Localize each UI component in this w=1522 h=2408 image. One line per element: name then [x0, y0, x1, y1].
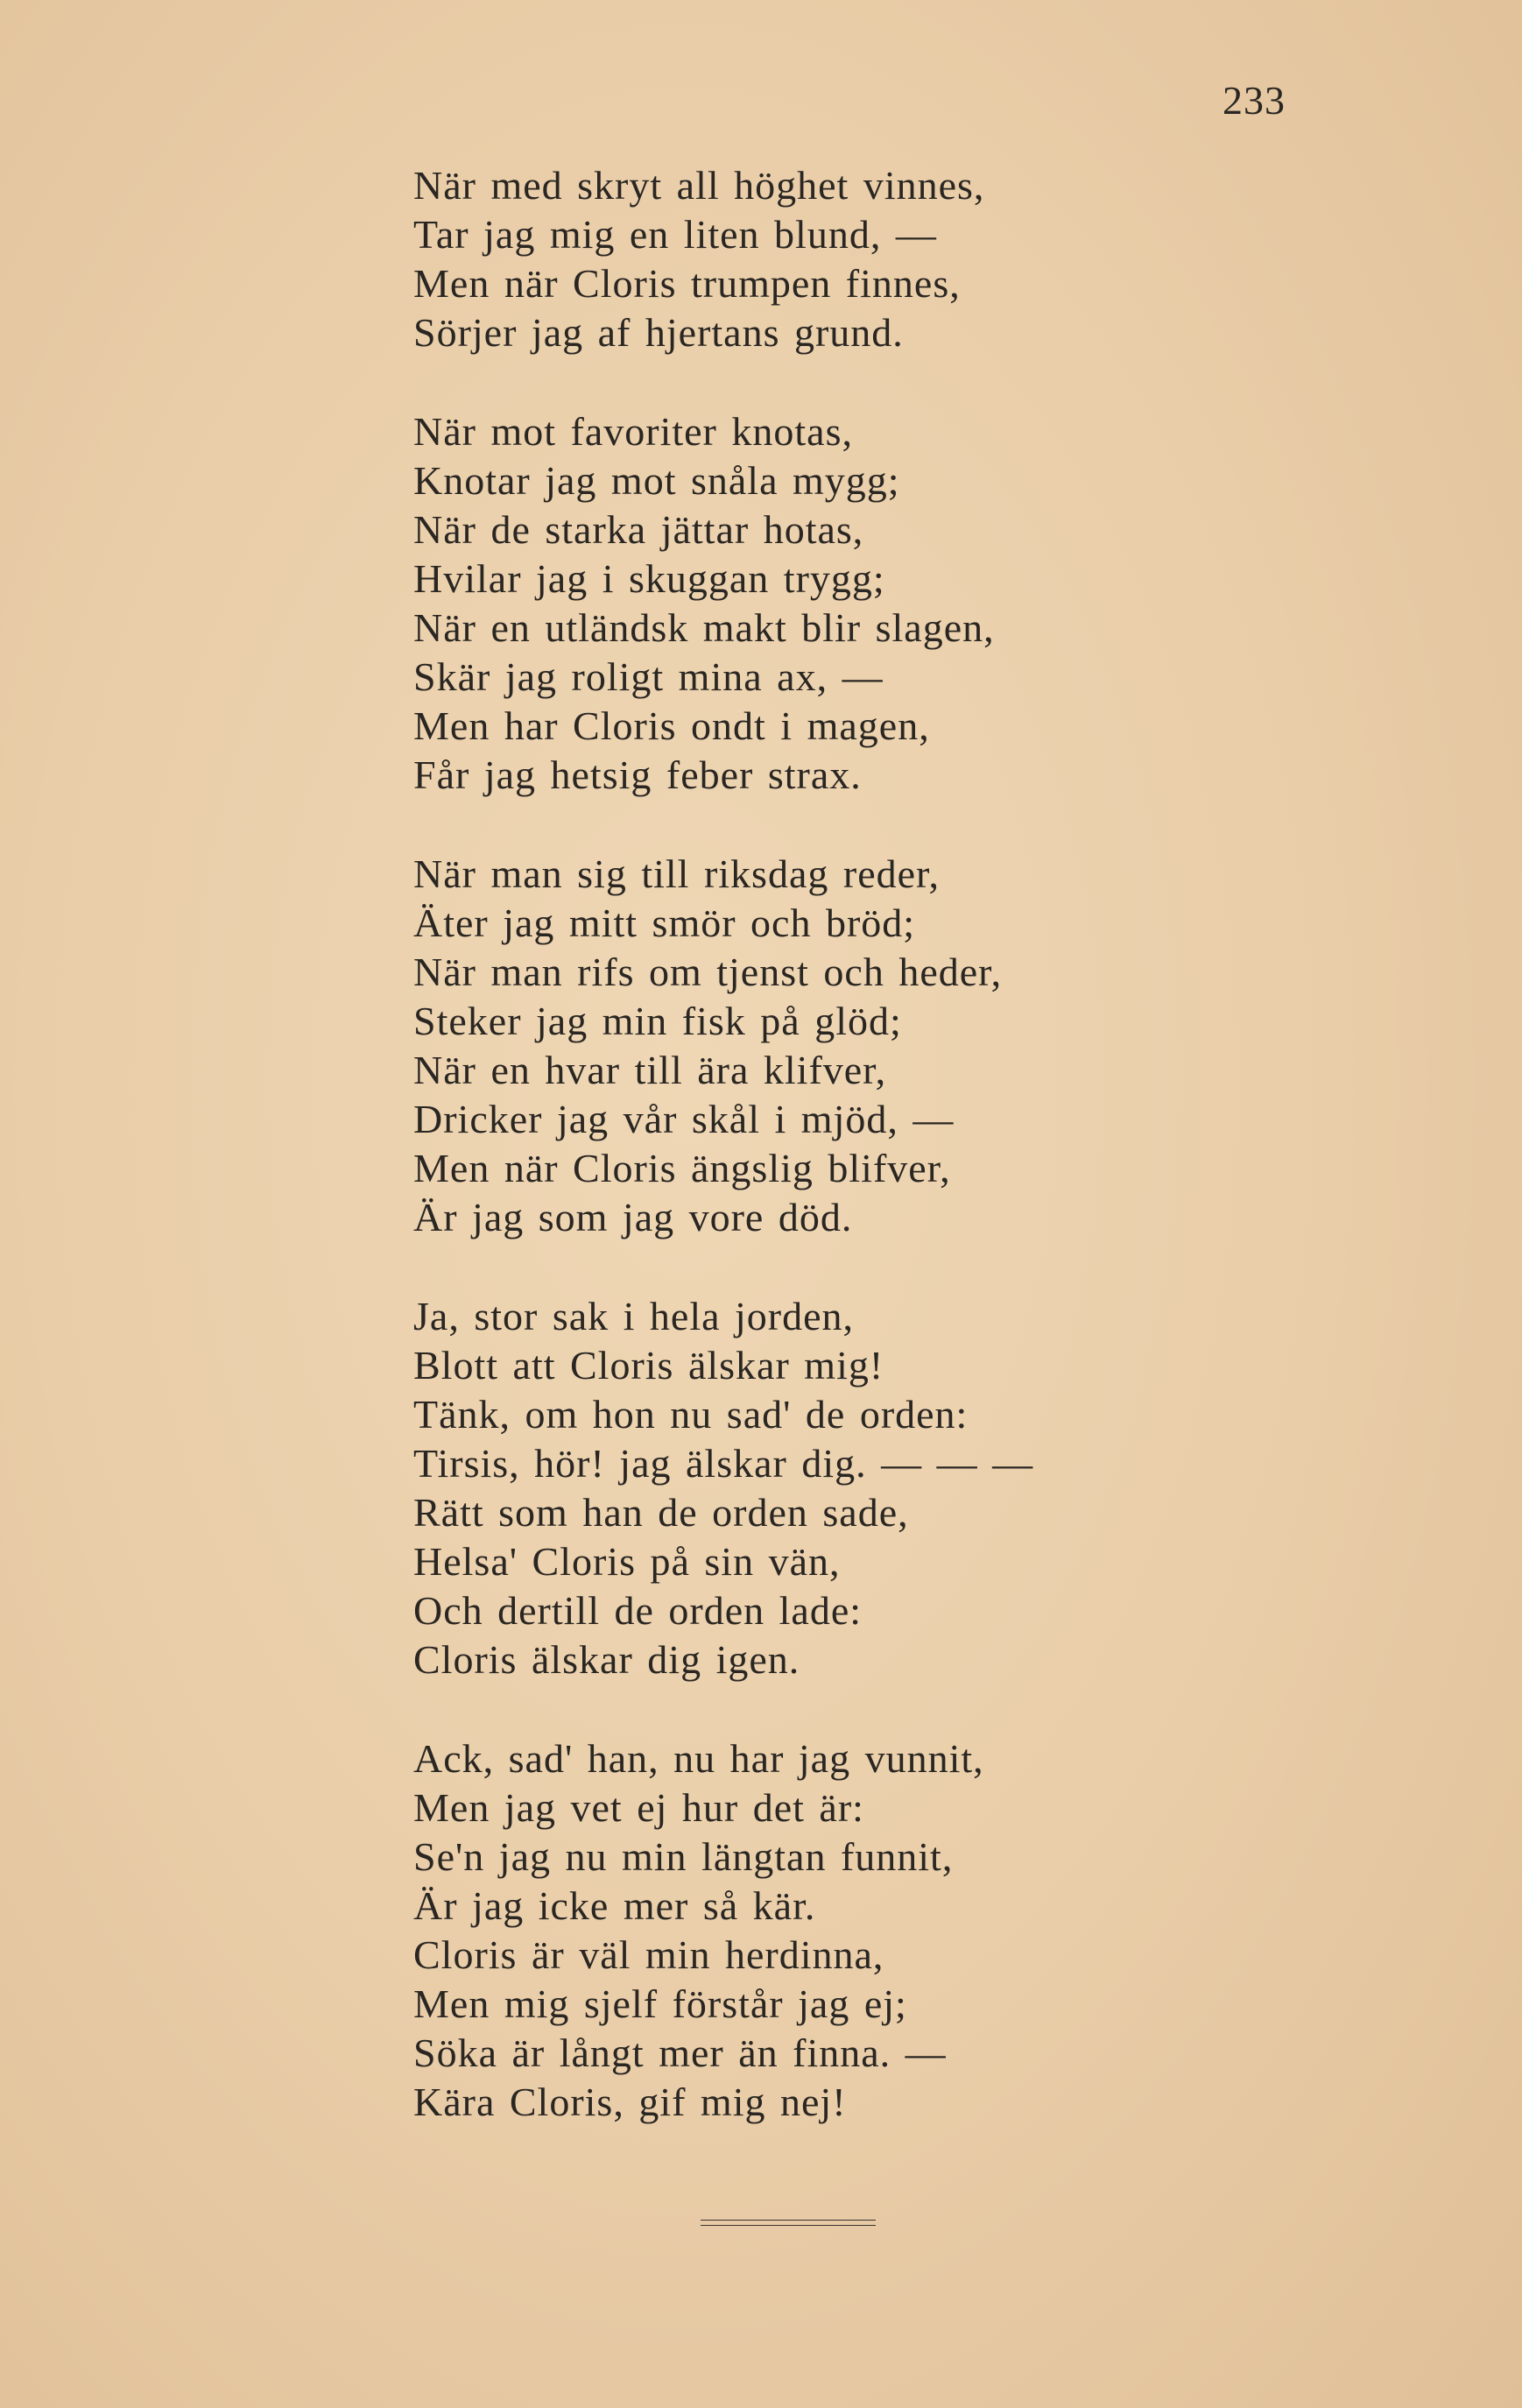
poem-line: Sörjer jag af hjertans grund.	[413, 310, 904, 355]
poem-line: När man sig till riksdag reder,	[413, 851, 941, 896]
poem-line: Men jag vet ej hur det är:	[413, 1785, 864, 1830]
poem-line: Skär jag roligt mina ax, —	[413, 654, 884, 699]
poem-line: Cloris älskar dig igen.	[413, 1637, 800, 1682]
poem-line: Dricker jag vår skål i mjöd, —	[413, 1097, 955, 1141]
stanza	[413, 407, 1324, 800]
page-number: 233	[1223, 78, 1286, 123]
poem-line: Helsa' Cloris på sin vän,	[413, 1539, 841, 1584]
poem-line: Tirsis, hör! jag älskar dig. — — —	[413, 1441, 1034, 1486]
poem-line: Tänk, om hon nu sad' de orden:	[413, 1392, 969, 1437]
poem-line: När mot favoriter knotas,	[413, 409, 853, 454]
poem-line: När en hvar till ära klifver,	[413, 1048, 887, 1092]
stanza	[413, 1292, 1324, 1684]
poem-line: Och dertill de orden lade:	[413, 1588, 863, 1633]
poem-line: Men när Cloris trumpen finnes,	[413, 261, 961, 306]
poem-line: Cloris är väl min herdinna,	[413, 1932, 884, 1977]
poem-line: Ja, stor sak i hela jorden,	[413, 1294, 855, 1338]
poem-line: Får jag hetsig feber strax.	[413, 752, 862, 797]
poem-line: Tar jag mig en liten blund, —	[413, 212, 937, 257]
poem-line: När en utländsk makt blir slagen,	[413, 605, 995, 650]
poem-line: Men mig sjelf förstår jag ej;	[413, 1981, 907, 2026]
poem-line: När man rifs om tjenst och heder,	[413, 950, 1003, 994]
stanza	[413, 850, 1324, 1242]
poem-line: Men har Cloris ondt i magen,	[413, 703, 930, 748]
poem-line: Se'n jag nu min längtan funnit,	[413, 1834, 954, 1879]
poem-line: Ack, sad' han, nu har jag vunnit,	[413, 1736, 984, 1781]
stanza	[413, 161, 1324, 357]
poem-line: Är jag icke mer så kär.	[413, 1883, 816, 1928]
poem-line: Kära Cloris, gif mig nej!	[413, 2080, 847, 2124]
poem-line: Söka är långt mer än finna. —	[413, 2030, 947, 2075]
poem-line: Blott att Cloris älskar mig!	[413, 1343, 884, 1388]
stanza	[413, 1734, 1324, 2127]
poem	[413, 161, 1324, 2177]
poem-line: Äter jag mitt smör och bröd;	[413, 900, 916, 945]
poem-line: Steker jag min fisk på glöd;	[413, 999, 902, 1043]
poem-line: Hvilar jag i skuggan trygg;	[413, 556, 885, 601]
poem-line: Men när Cloris ängslig blifver,	[413, 1146, 951, 1190]
poem-line: När de starka jättar hotas,	[413, 507, 864, 552]
poem-line: Rätt som han de orden sade,	[413, 1490, 909, 1535]
end-rule-divider	[701, 2220, 876, 2226]
poem-line: När med skryt all höghet vinnes,	[413, 163, 985, 208]
poem-line: Är jag som jag vore död.	[413, 1195, 853, 1239]
poem-line: Knotar jag mot snåla mygg;	[413, 458, 900, 503]
